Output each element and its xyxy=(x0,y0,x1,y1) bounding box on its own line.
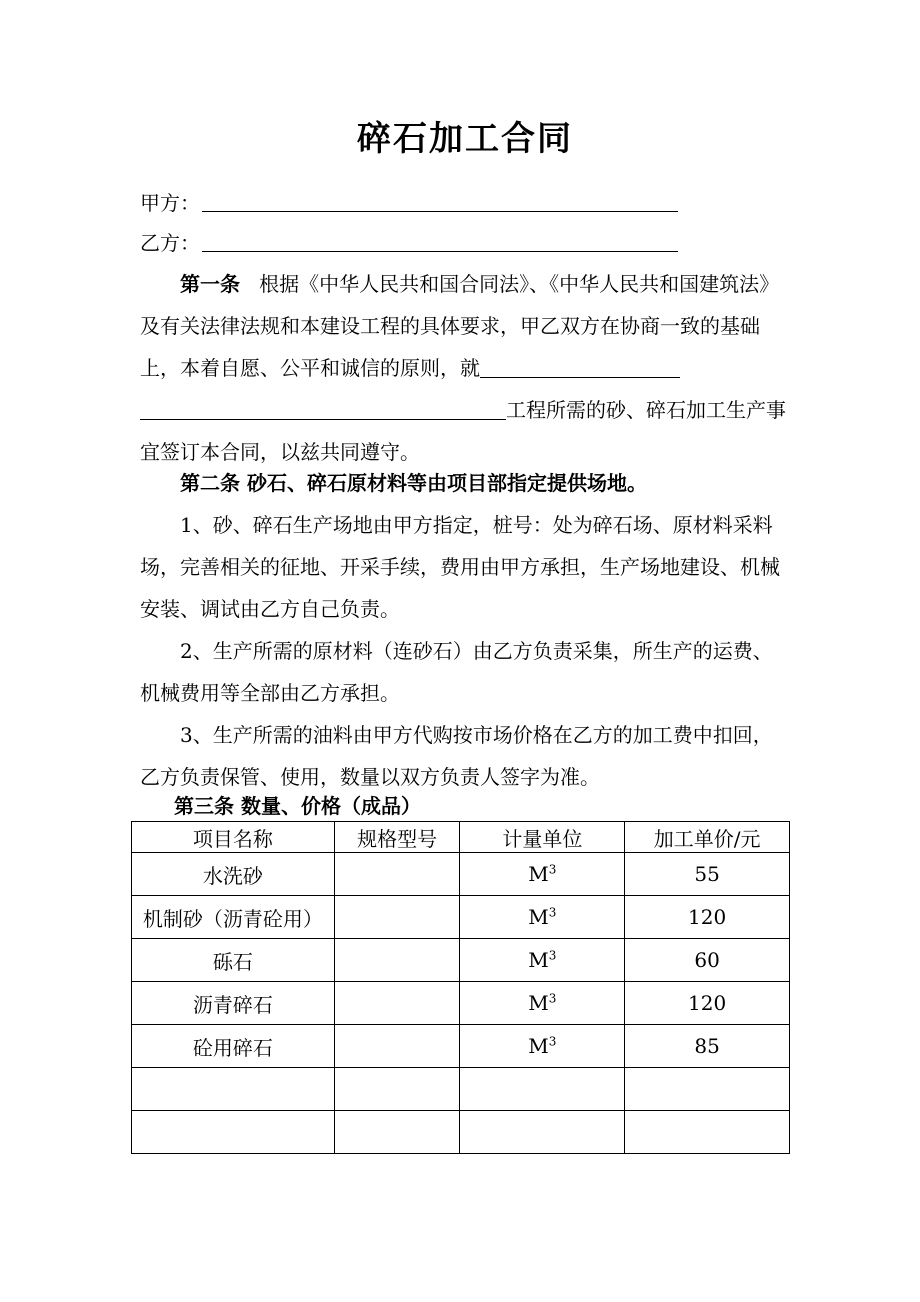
cell-spec xyxy=(334,982,460,1025)
cell-unit xyxy=(460,1068,625,1111)
cell-price: 55 xyxy=(625,853,790,896)
table-header-row xyxy=(132,822,790,853)
cell-name: 机制砂（沥青砼用） xyxy=(132,896,335,939)
article-1-text-a: 根据《中华人民共和国合同法》、《中华人民共和国建筑法》及有关法律法规和本建设工程的具体要求，甲乙双方在协商一致的基础上，本着自愿、公平和诚信的原则，就 xyxy=(140,272,780,380)
cell-price: 85 xyxy=(625,1025,790,1068)
project-name-blank-2 xyxy=(140,397,506,420)
article-3-heading: 第三条 数量、价格（成品） xyxy=(174,794,421,818)
price-table xyxy=(131,821,790,1154)
party-b-line xyxy=(140,228,678,258)
cell-name: 砼用碎石 xyxy=(132,1025,335,1068)
party-a-label: 甲方： xyxy=(140,191,200,215)
cell-spec xyxy=(334,1111,460,1154)
article-2-item-3: 3、生产所需的油料由甲方代购按市场价格在乙方的加工费中扣回，乙方负责保管、使用，数量以双方负责人签字为准。 xyxy=(140,723,773,789)
column-header-item-name: 项目名称 xyxy=(132,822,335,853)
cell-unit: $M^3$ xyxy=(460,1025,625,1068)
table-row xyxy=(132,1025,790,1068)
article-1-heading: 第一条 xyxy=(180,272,240,296)
article-2 xyxy=(140,462,790,798)
cell-name: 沥青碎石 xyxy=(132,982,335,1025)
cell-name: 砾石 xyxy=(132,939,335,982)
cell-unit: $M^3$ xyxy=(460,982,625,1025)
cell-name xyxy=(132,1068,335,1111)
table-row xyxy=(132,896,790,939)
table-row xyxy=(132,853,790,896)
cell-unit xyxy=(460,1111,625,1154)
party-a-blank xyxy=(202,189,678,212)
cell-price: 120 xyxy=(625,896,790,939)
party-a-line xyxy=(140,188,678,218)
cell-price: 120 xyxy=(625,982,790,1025)
cell-unit: $M^3$ xyxy=(460,896,625,939)
cell-spec xyxy=(334,1025,460,1068)
document-title: 碎石加工合同 xyxy=(357,119,573,159)
cell-price xyxy=(625,1068,790,1111)
cell-name xyxy=(132,1111,335,1154)
party-b-label: 乙方： xyxy=(140,231,200,255)
column-header-price: 加工单价/元 xyxy=(625,822,790,853)
cell-spec xyxy=(334,853,460,896)
party-b-blank xyxy=(202,229,678,252)
table-row xyxy=(132,1111,790,1154)
column-header-spec: 规格型号 xyxy=(334,822,460,853)
article-2-heading: 第二条 砂石、碎石原材料等由项目部指定提供场地。 xyxy=(180,471,647,495)
article-2-item-2: 2、生产所需的原材料（连砂石）由乙方负责采集，所生产的运费、机械费用等全部由乙方承担。 xyxy=(140,639,773,705)
cell-spec xyxy=(334,1068,460,1111)
article-2-item-1: 1、砂、碎石生产场地由甲方指定，桩号：处为碎石场、原材料采料场，完善相关的征地、开采手续，费用由甲方承担，生产场地建设、机械安装、调试由乙方自己负责。 xyxy=(140,513,780,621)
cell-spec xyxy=(334,896,460,939)
cell-unit: $M^3$ xyxy=(460,853,625,896)
cell-spec xyxy=(334,939,460,982)
table-row xyxy=(132,939,790,982)
project-name-blank-1 xyxy=(480,355,680,378)
article-1 xyxy=(140,263,790,473)
cell-unit: $M^3$ xyxy=(460,939,625,982)
cell-name: 水洗砂 xyxy=(132,853,335,896)
column-header-unit: 计量单位 xyxy=(460,822,625,853)
table-row xyxy=(132,1068,790,1111)
cell-price xyxy=(625,1111,790,1154)
cell-price: 60 xyxy=(625,939,790,982)
article-1-text-b: 工程所需的砂、碎石加工生产事宜签订本合同，以兹共同遵守。 xyxy=(140,398,786,464)
table-row xyxy=(132,982,790,1025)
